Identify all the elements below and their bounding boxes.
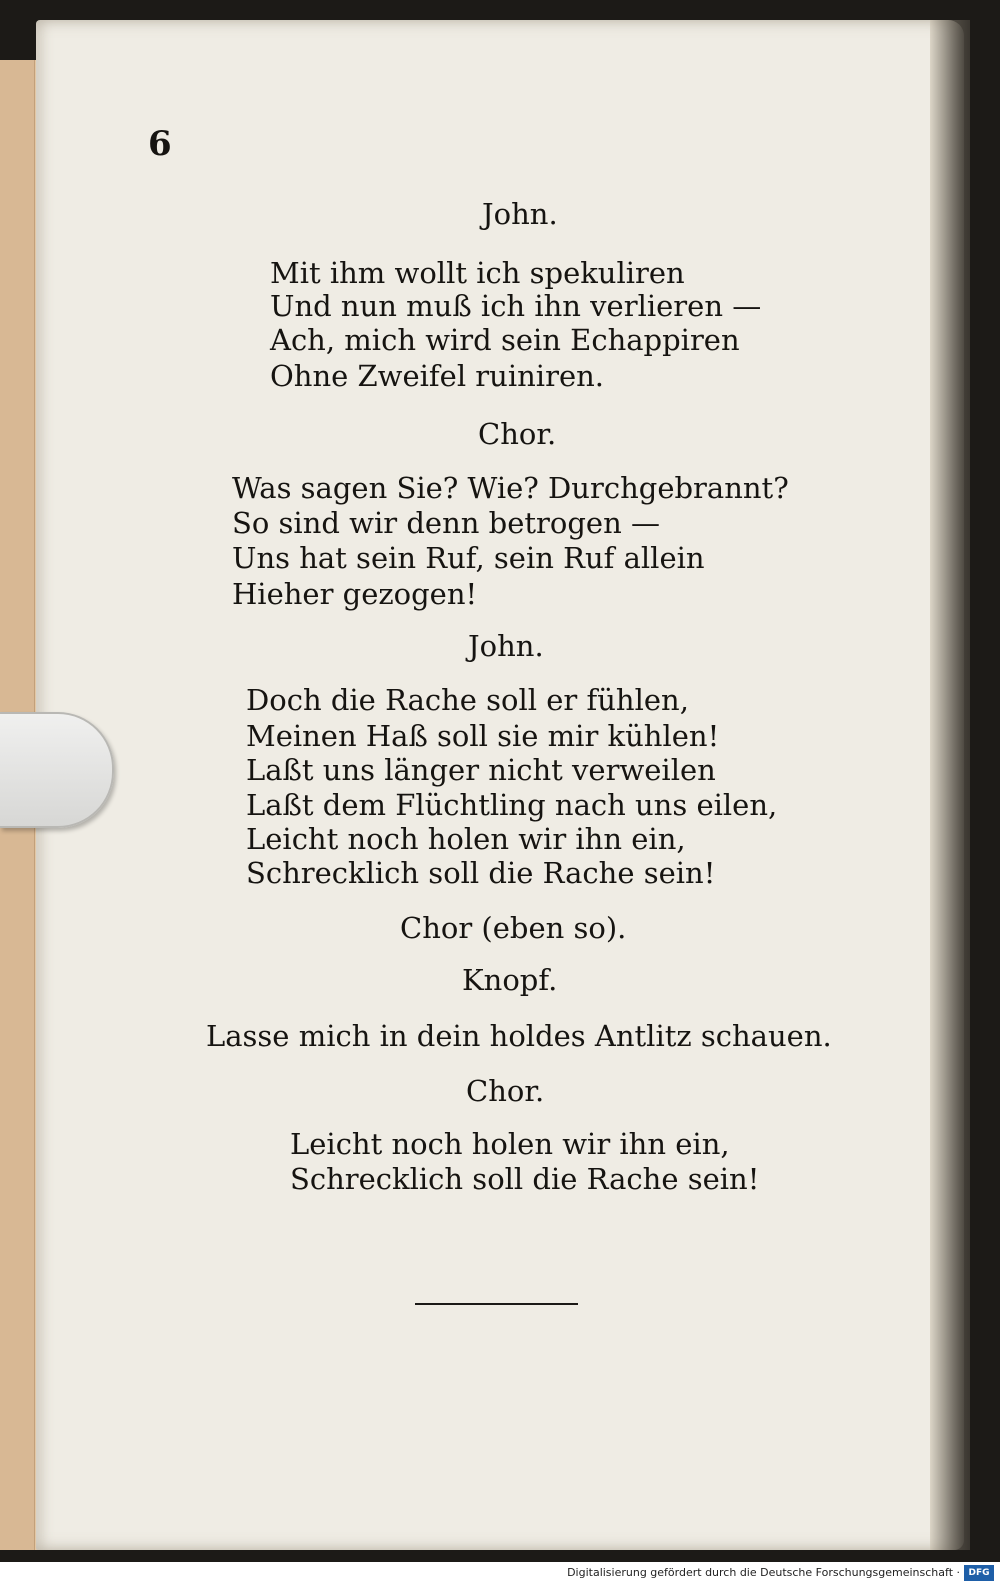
speaker-heading: John. [482,197,558,231]
verse-line: Uns hat sein Ruf, sein Ruf allein [232,541,705,575]
speaker-heading: Knopf. [462,963,558,997]
verse-line: Schrecklich soll die Rache sein! [246,856,716,890]
verse-line: Laßt uns länger nicht verweilen [246,753,716,787]
verse-line: Leicht noch holen wir ihn ein, [246,822,686,856]
dfg-logo-icon: DFG [964,1565,994,1581]
verse-line: Schrecklich soll die Rache sein! [290,1162,760,1196]
verse-line: Was sagen Sie? Wie? Durchgebrannt? [232,471,789,505]
section-rule [415,1303,578,1305]
verse-line: Mit ihm wollt ich spekuliren [270,256,685,290]
verse-line: So sind wir denn betrogen — [232,506,660,540]
verse-line: Und nun muß ich ihn verlieren — [270,289,762,323]
verse-line: Ohne Zweifel ruiniren. [270,359,604,393]
verse-line: Doch die Rache soll er fühlen, [246,683,689,717]
verse-line: Hieher gezogen! [232,577,478,611]
verse-line: Meinen Haß soll sie mir kühlen! [246,719,720,753]
verse-line: Leicht noch holen wir ihn ein, [290,1127,730,1161]
page-number: 6 [148,124,172,164]
speaker-heading: Chor. [466,1074,545,1108]
verse-line: Ach, mich wird sein Echappiren [270,323,740,357]
verse-line: Laßt dem Flüchtling nach uns eilen, [246,788,778,822]
speaker-heading: Chor (eben so). [400,911,627,945]
footer-bar [0,1562,1000,1585]
speaker-heading: John. [468,629,544,663]
funding-credit: Digitalisierung gefördert durch die Deutsche Forschungsgemeinschaft · [567,1566,960,1579]
verse-line: Lasse mich in dein holdes Antlitz schauen. [206,1019,832,1053]
speaker-heading: Chor. [478,417,557,451]
